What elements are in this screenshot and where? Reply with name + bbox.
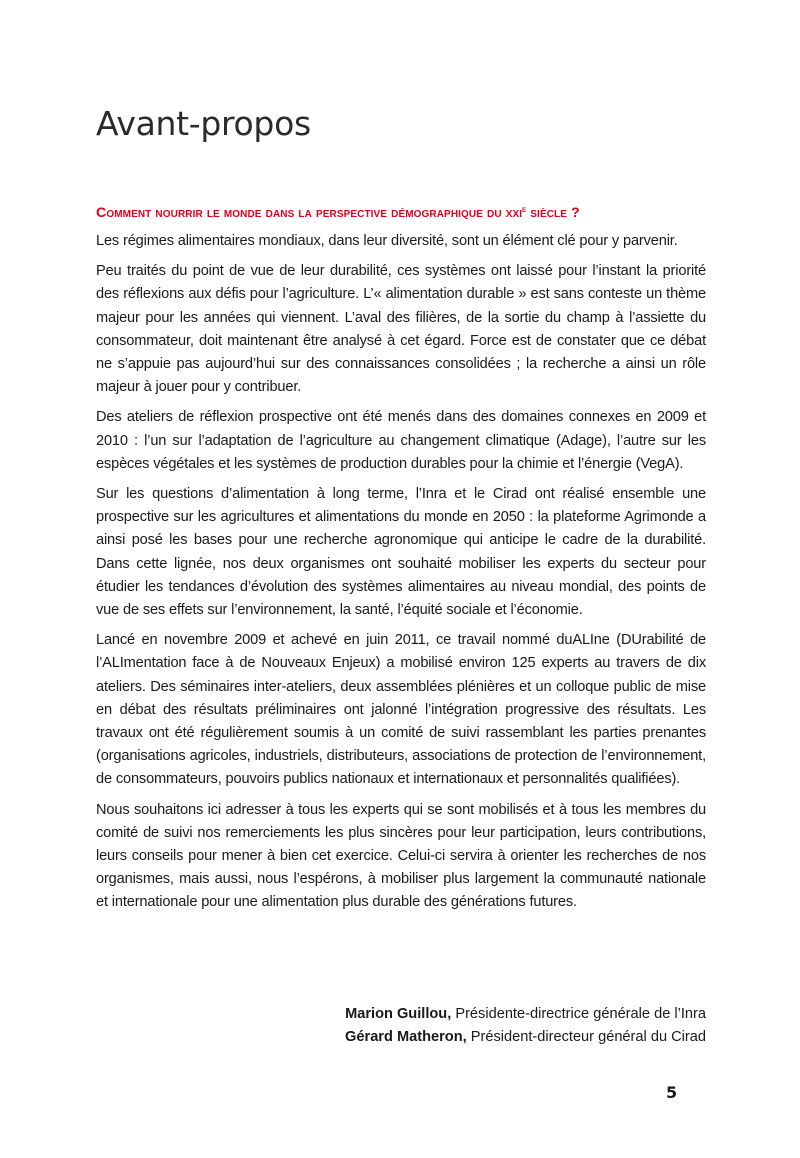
paragraph-workshops: Des ateliers de réflexion prospective ont été menés dans des domaines connexes en 2009 et 2010 : l’un sur l’adaptation de l’agriculture au changement climatique (Adage), l’autre sur les espèces végétales et les systèmes de production durables pour la chimie et l’énergie (VegA). [96, 409, 706, 472]
century-superscript: e [522, 205, 527, 214]
paragraph-dualine: Lancé en novembre 2009 et achevé en juin 2011, ce travail nommé duALIne (DUrabilité de l’ALImentation face à de Nouveaux Enjeux) a mobilisé environ 125 experts au travers de dix ateliers. Des séminaires inter-ateliers, deux assemblées plénières et un colloque public de mise en débat des résultats préliminaires ont jalonné l’intégration progressive des résultats. Les travaux ont été régulièrement soumis à un comité de suivi rassemblant les parties prenantes (organisations agricoles, industriels, distributeurs, associations de protection de l’environnement, de consommateurs, pouvoirs publics nationaux et internationaux et personnalités qualifiées). [96, 632, 706, 788]
paragraph-intro: Les régimes alimentaires mondiaux, dans leur diversité, sont un élément clé pour y parvenir. [96, 233, 678, 249]
page-number: 5 [666, 1083, 678, 1102]
section-heading [96, 205, 706, 221]
paragraph-durability: Peu traités du point de vue de leur durabilité, ces systèmes ont laissé pour l’instant la priorité des réflexions aux défis pour l’agriculture. L’« alimentation durable » est sans conteste un thème majeur pour les années qui viennent. L’aval des filières, de la sortie du champ à l’assiette du consommateur, doit maintenant être analysé à cet égard. Force est de constater que ce débat ne s’appuie pas aujourd’hui sur des connaissances consolidées ; la recherche a ainsi un rôle majeur à jouer pour y contribuer. [96, 263, 706, 396]
paragraph-agrimonde: Sur les questions d’alimentation à long terme, l’Inra et le Cirad ont réalisé ensemble une prospective sur les agricultures et alimentations du monde en 2050 : la plateforme Agrimonde a ainsi posé les bases pour une recherche agronomique qui anticipe le cadre de la durabilité. Dans cette lignée, nos deux organismes ont souhaité mobiliser les experts du secteur pour étudier les tendances d’évolution des systèmes alimentaires au niveau mondial, des points de vue de ses effets sur l’environnement, la santé, l’équité sociale et l’économie. [96, 486, 706, 619]
signature-line [345, 1026, 706, 1049]
page-title: Avant-propos [96, 104, 311, 143]
signatures [345, 1003, 706, 1049]
signatory-role: Président-directeur général du Cirad [466, 1029, 706, 1045]
body-text [96, 230, 706, 922]
section-heading-text: Comment nourrir le monde dans la perspective démographique du xxi [96, 205, 523, 221]
signature-line [345, 1003, 706, 1026]
paragraph-thanks: Nous souhaitons ici adresser à tous les experts qui se sont mobilisés et à tous les membres du comité de suivi nos remerciements les plus sincères pour leur participation, leurs contributions, leurs conseils pour mener à bien cet exercice. Celui-ci servira à orienter les recherches de nos organismes, mais aussi, nous l’espérons, à mobiliser plus largement la communauté nationale et internationale pour une alimentation plus durable des générations futures. [96, 801, 706, 911]
section-heading-text-end: siècle ? [526, 205, 580, 221]
signatory-name: Gérard Matheron, [345, 1029, 467, 1045]
signatory-role: Présidente-directrice générale de l’Inra [451, 1006, 706, 1022]
signatory-name: Marion Guillou, [345, 1006, 452, 1022]
